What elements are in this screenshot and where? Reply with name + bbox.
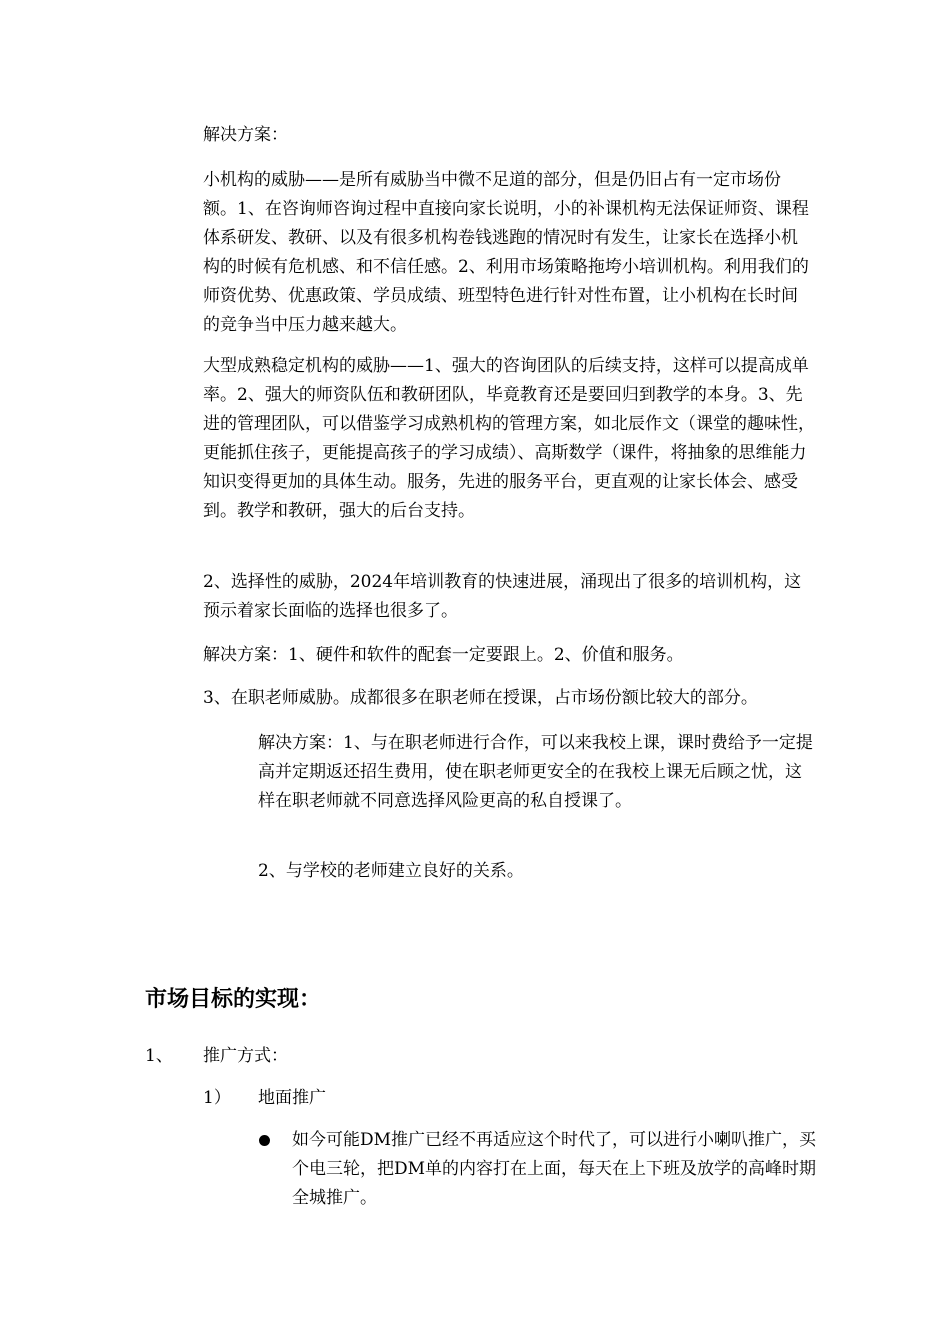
solution-label-1: 解决方案：: [203, 125, 288, 145]
paragraph-teacher-threat: 3、在职老师威胁。成都很多在职老师在授课，占市场份额比较大的部分。: [203, 688, 758, 708]
paragraph-selectivity-threat: 2、选择性的威胁，2024年培训教育的快速进展，涌现出了很多的培训机构，这预示着家长面临的选择也很多了。: [203, 572, 802, 621]
paragraph-small-institution-threat: 小机构的威胁——是所有威胁当中微不足道的部分，但是仍旧占有一定市场份额。1、在咨询师咨询过程中直接向家长说明，小的补课机构无法保证师资、课程体系研发、教研、以及有很多机构卷钱逃跑的情况时有发生，让家长在选择小机构的时候有危机感、和不信任感。2、利用市场策略拖垮小培训机构。利用我们的师资优势、优惠政策、学员成绩、班型特色进行针对性布置，让小机构在长时间的竞争当中压力越来越大。: [203, 170, 809, 335]
sublist-item-ground-promotion: 地面推广: [258, 1088, 326, 1108]
paragraph-solution-teacher-cooperation: 解决方案：1、与在职老师进行合作，可以来我校上课，课时费给予一定提高并定期返还招生费用，使在职老师更安全的在我校上课无后顾之忧，这样在职老师就不同意选择风险更高的私自授课了。: [258, 733, 813, 811]
paragraph-solution-hardware: 解决方案：1、硬件和软件的配套一定要跟上。2、价值和服务。: [203, 645, 684, 665]
bullet-paragraph-dm-promotion: 如今可能DM推广已经不再适应这个时代了，可以进行小喇叭推广，买个电三轮，把DM单的内容打在上面，每天在上下班及放学的高峰时期全城推广。: [292, 1130, 817, 1208]
section-heading: 市场目标的实现：: [145, 987, 322, 1012]
list-number-1: 1、: [145, 1046, 173, 1066]
sublist-number-1: 1）: [203, 1088, 231, 1108]
paragraph-school-relationship: 2、与学校的老师建立良好的关系。: [258, 861, 524, 881]
list-item-promotion-methods: 推广方式：: [203, 1046, 288, 1066]
paragraph-large-institution-threat: 大型成熟稳定机构的威胁——1、强大的咨询团队的后续支持，这样可以提高成单率。2、强大的师资队伍和教研团队，毕竟教育还是要回归到教学的本身。3、先进的管理团队，可以借鉴学习成熟机构的管理方案，如北辰作文（课堂的趣味性，更能抓住孩子，更能提高孩子的学习成绩）、高斯数学（课件，将抽象的思维能力知识变得更加的具体生动。服务，先进的服务平台，更直观的让家长体会、感受到。教学和教研，强大的后台支持。: [203, 356, 815, 521]
bullet-dot-icon: [259, 1135, 270, 1146]
